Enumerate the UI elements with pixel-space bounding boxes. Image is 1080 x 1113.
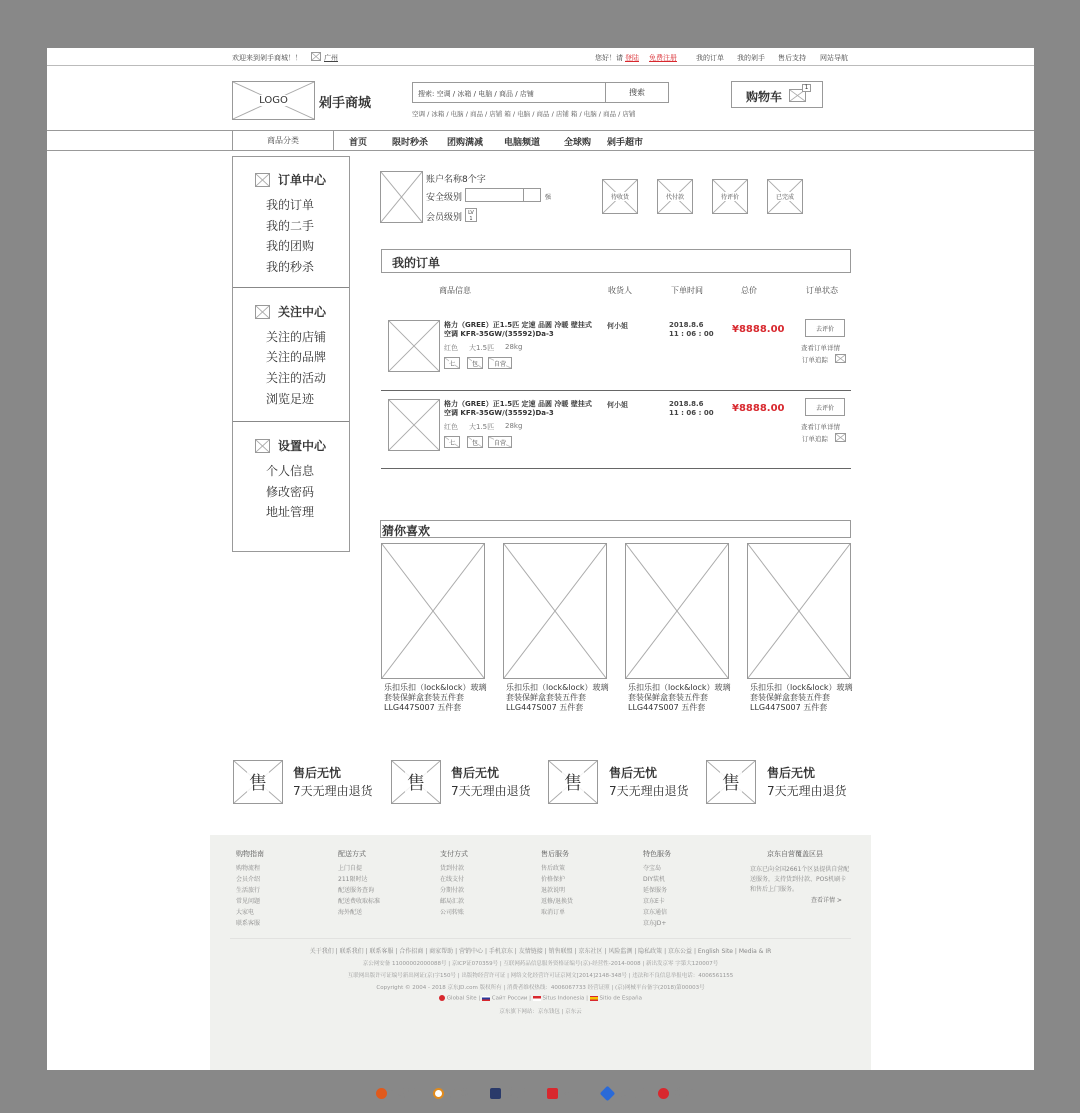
track-icon[interactable] xyxy=(835,433,846,442)
intl-site-link[interactable]: Global Site xyxy=(446,995,477,1002)
spain-flag-icon xyxy=(590,996,598,1001)
follow-center-icon xyxy=(255,305,270,319)
top-link-my-cart[interactable]: 我的剁手 xyxy=(737,54,765,62)
indonesia-flag-icon xyxy=(533,996,541,1001)
footer-badge[interactable]: 网络警察 提醒您 xyxy=(490,1087,550,1101)
recommend-item[interactable] xyxy=(381,543,485,718)
badge-icon xyxy=(376,1088,387,1099)
sidebar-item-history[interactable]: 浏览足迹 xyxy=(266,392,315,406)
order-track-link[interactable]: 订单追踪 xyxy=(802,435,828,443)
footer-link[interactable]: 生活旅行 xyxy=(236,887,261,894)
footer-bottom-link[interactable]: 联系我们 xyxy=(339,948,364,955)
service-subtitle: 7天无理由退货 xyxy=(293,784,373,798)
search-button[interactable]: 搜索 xyxy=(605,82,669,103)
page-canvas xyxy=(47,48,1034,1100)
footer-link[interactable]: DIY装机 xyxy=(643,876,666,883)
member-level-badge: LV 1 xyxy=(465,208,477,222)
service-icon: 售 xyxy=(233,760,283,804)
footer-link[interactable]: 配送服务查询 xyxy=(338,887,375,894)
orders-section-title: 我的订单 xyxy=(381,249,851,273)
footer-link[interactable]: 京东JD+ xyxy=(643,920,667,927)
service-title: 售后无忧 xyxy=(609,766,658,780)
license-line: 互联网出版许可证编号新出网证(京)字150号 | 出版物经营许可证 | 网络文化经营许可证京网文[2014]2148-348号 | 违法和不良信息举报电话：4006561155 xyxy=(347,973,734,979)
sidebar-title-follows: 关注中心 xyxy=(278,305,327,319)
footer-link[interactable]: 公司转账 xyxy=(440,909,465,916)
footer-link[interactable]: 邮局汇款 xyxy=(440,898,465,905)
row-divider xyxy=(381,468,851,469)
product-weight: 28kg xyxy=(505,343,523,351)
coverage-more-link[interactable]: 查看详情 > xyxy=(811,897,842,904)
coverage-title: 京东自营覆盖区县 xyxy=(767,850,823,858)
footer-badge[interactable]: 网络举报 APP下载 xyxy=(658,1087,718,1101)
location-link[interactable]: 广州 xyxy=(324,54,338,62)
badge-icon xyxy=(490,1088,501,1099)
footer-col-title: 配送方式 xyxy=(338,850,366,858)
footer-link[interactable]: 售后政策 xyxy=(541,865,566,872)
sidebar-section-follows xyxy=(233,288,349,421)
nav-item-computers[interactable]: 电脑频道 xyxy=(504,138,541,148)
receiver-name: 何小姐 xyxy=(607,322,628,330)
sidebar-title-settings: 设置中心 xyxy=(278,439,327,453)
order-date: 2018.8.6 xyxy=(669,400,704,408)
footer-link[interactable]: 价格保护 xyxy=(541,876,566,883)
track-icon[interactable] xyxy=(835,354,846,363)
sidebar-title-orders: 订单中心 xyxy=(278,173,327,187)
order-price: ¥8888.00 xyxy=(732,324,785,335)
product-size: 大1.5匹 xyxy=(469,423,495,431)
sidebar xyxy=(232,156,350,552)
tag-self-operated: 自营 xyxy=(488,436,512,448)
tag-seven-day-return: 七 xyxy=(444,357,460,369)
status-label: 待评价 xyxy=(720,194,739,201)
badge-icon xyxy=(658,1088,669,1099)
column-header-total: 总价 xyxy=(741,286,757,295)
top-link-sitemap[interactable]: 网站导航 xyxy=(820,54,848,62)
order-date: 2018.8.6 xyxy=(669,321,704,329)
recommend-image[interactable] xyxy=(503,543,607,679)
recommend-image[interactable] xyxy=(747,543,851,679)
service-title: 售后无忧 xyxy=(293,766,342,780)
nav-category-menu[interactable]: 商品分类 xyxy=(232,131,334,150)
order-time: 11 : 06 : 00 xyxy=(669,330,714,338)
top-bar xyxy=(47,48,1034,66)
globe-icon xyxy=(439,995,445,1001)
footer-link[interactable]: 大家电 xyxy=(236,909,255,916)
service-title: 售后无忧 xyxy=(767,766,816,780)
footer-col-title: 购物指南 xyxy=(236,850,264,858)
sidebar-item-group-buys[interactable]: 我的团购 xyxy=(266,239,315,253)
sidebar-item-password[interactable]: 修改密码 xyxy=(266,485,315,499)
product-image[interactable] xyxy=(388,399,440,451)
service-icon: 售 xyxy=(391,760,441,804)
logo[interactable] xyxy=(232,81,315,120)
sidebar-item-flash-sales[interactable]: 我的秒杀 xyxy=(266,260,315,274)
table-row xyxy=(381,313,851,389)
order-detail-link[interactable]: 查看订单详情 xyxy=(801,423,840,431)
order-price: ¥8888.00 xyxy=(732,403,785,414)
footer-link[interactable]: 货到付款 xyxy=(440,865,465,872)
footer-link[interactable]: 延保服务 xyxy=(643,887,668,894)
guess-section-title: 猜你喜欢 xyxy=(380,520,851,538)
product-size: 大1.5匹 xyxy=(469,344,495,352)
footer-link[interactable]: 夺宝岛 xyxy=(643,865,662,872)
license-line: 京公网安备 11000002000088号 | 京ICP证070359号 | 互联网药品信息服务资格证编号(京)-经营性-2014-0008 | 新出发京零 字第大120007号 xyxy=(362,961,719,967)
footer-col-title: 售后服务 xyxy=(541,850,569,858)
sidebar-item-second-hand[interactable]: 我的二手 xyxy=(266,219,315,233)
tag-seven-day-return: 七 xyxy=(444,436,460,448)
search-input[interactable] xyxy=(412,82,606,103)
status-pending-receipt[interactable] xyxy=(602,179,638,214)
recommend-image[interactable] xyxy=(625,543,729,679)
product-title[interactable]: 格力（GREE）正1.5匹 定速 品圆 冷暖 壁挂式空调 KFR-35GW/(35592)Da-3 xyxy=(444,321,592,338)
footer-link[interactable]: 海外配送 xyxy=(338,909,363,916)
footer-col-title: 特色服务 xyxy=(643,850,671,858)
top-link-my-orders[interactable]: 我的订单 xyxy=(696,54,724,62)
status-label: 代付款 xyxy=(665,194,684,201)
nav-item-supermarket[interactable]: 剁手超市 xyxy=(607,138,644,148)
settings-center-icon xyxy=(255,439,270,453)
order-center-icon xyxy=(255,173,270,187)
service-subtitle: 7天无理由退货 xyxy=(609,784,689,798)
nav-item-global[interactable]: 全球购 xyxy=(564,138,592,148)
footer-bottom-link[interactable]: 京东社区 xyxy=(578,948,603,955)
footer-bottom-link[interactable]: 友情链接 xyxy=(518,948,543,955)
service-title: 售后无忧 xyxy=(451,766,500,780)
table-row xyxy=(381,392,851,468)
copyright-line: Copyright © 2004 - 2018 京东JD.com 版权所有 | 消费者维权热线：4006067733 经营证照 | (京)网械平台备字(2018)第00003号 xyxy=(376,985,705,991)
footer-link[interactable]: 上门自提 xyxy=(338,865,363,872)
security-level-label: 安全级别 xyxy=(426,193,463,203)
sidebar-section-orders xyxy=(233,157,349,287)
sidebar-item-followed-events[interactable]: 关注的活动 xyxy=(266,371,327,385)
recommend-item[interactable] xyxy=(625,543,729,718)
russia-flag-icon xyxy=(482,996,490,1001)
footer-link[interactable]: 配送费收取标准 xyxy=(338,898,381,905)
footer-link[interactable]: 在线支付 xyxy=(440,876,465,883)
cart-count-badge: 1 xyxy=(802,84,811,92)
footer-link[interactable]: 京东E卡 xyxy=(643,898,665,905)
footer-bottom-link[interactable]: 联系客服 xyxy=(369,948,394,955)
footer-badge[interactable]: 可信网站 信用评价 xyxy=(433,1087,493,1101)
product-weight: 28kg xyxy=(505,422,523,430)
footer-link[interactable]: 退款说明 xyxy=(541,887,566,894)
security-level-text: 强 xyxy=(545,194,552,201)
footer-link[interactable]: 分期付款 xyxy=(440,887,465,894)
recommend-title[interactable]: 乐扣乐扣（lock&lock）玻璃套装保鲜盒套装五件套 LLG447S007 五件套 xyxy=(750,683,853,712)
review-button[interactable]: 去评价 xyxy=(805,398,845,416)
column-header-receiver: 收货人 xyxy=(608,286,632,295)
status-pending-payment[interactable] xyxy=(657,179,693,214)
intl-sites: Global Site | Сайт России | Situs Indonesia | Sitio de España xyxy=(210,995,871,1002)
footer-link[interactable]: 联系客服 xyxy=(236,920,261,927)
user-avatar[interactable] xyxy=(380,171,423,223)
sidebar-section-settings xyxy=(233,422,349,552)
receiver-name: 何小姐 xyxy=(607,401,628,409)
greeting-text: 您好！请 xyxy=(595,54,623,62)
footer-bottom-link[interactable]: 关于我们 xyxy=(309,948,334,955)
top-link-support[interactable]: 售后支持 xyxy=(778,54,806,62)
footer-link[interactable]: 常见问题 xyxy=(236,898,261,905)
recommend-item[interactable] xyxy=(747,543,851,718)
badge-icon xyxy=(547,1088,558,1099)
footer-bottom-link[interactable]: 营销中心 xyxy=(459,948,484,955)
search-hot-keywords[interactable]: 空调 / 冰箱 / 电脑 / 商品 / 店铺 箱 / 电脑 / 商品 / 店铺 箱 / 电脑 / 商品 / 店铺 xyxy=(412,110,636,118)
brand-name: 剁手商城 xyxy=(319,96,372,111)
sub-sites[interactable]: 京东旗下网站：京东钱包 | 京东云 xyxy=(499,1009,582,1015)
footer-link[interactable]: 211限时达 xyxy=(338,876,368,883)
footer-badge[interactable]: 诚信网站 xyxy=(547,1087,607,1101)
column-header-status: 订单状态 xyxy=(806,286,838,295)
footer-bottom-link[interactable]: 风险监测 xyxy=(608,948,633,955)
service-icon: 售 xyxy=(548,760,598,804)
tag-free-shipping: 包 xyxy=(467,436,483,448)
status-completed[interactable] xyxy=(767,179,803,214)
product-image[interactable] xyxy=(388,320,440,372)
row-divider xyxy=(381,390,851,391)
order-time: 11 : 06 : 00 xyxy=(669,409,714,417)
column-header-product: 商品信息 xyxy=(439,286,471,295)
review-button[interactable]: 去评价 xyxy=(805,319,845,337)
footer xyxy=(210,835,871,1100)
sidebar-item-followed-brands[interactable]: 关注的品牌 xyxy=(266,350,327,364)
footer-link[interactable]: 京东通信 xyxy=(643,909,668,916)
sidebar-item-addresses[interactable]: 地址管理 xyxy=(266,505,315,519)
logo-text: LOGO xyxy=(256,95,291,106)
register-link[interactable]: 免费注册 xyxy=(649,54,677,62)
footer-divider xyxy=(230,938,851,939)
footer-bottom-link[interactable]: 合作招商 xyxy=(399,948,424,955)
security-level-fill-edge xyxy=(523,189,524,201)
footer-bottom-link[interactable]: Media & IR xyxy=(738,948,772,955)
sidebar-item-my-orders[interactable]: 我的订单 xyxy=(266,198,315,212)
coverage-text: 京东已向全国2661个区县提供自营配送服务，支持货到付款、POS机刷卡和售后上门服务。 xyxy=(750,866,850,893)
footer-col-title: 支付方式 xyxy=(440,850,468,858)
product-title[interactable]: 格力（GREE）正1.5匹 定速 品圆 冷暖 壁挂式空调 KFR-35GW/(35592)Da-3 xyxy=(444,400,592,417)
cart-button[interactable] xyxy=(731,81,823,108)
recommend-title[interactable]: 乐扣乐扣（lock&lock）玻璃套装保鲜盒套装五件套 LLG447S007 五件套 xyxy=(384,683,487,712)
status-label: 待收货 xyxy=(610,194,629,201)
product-color: 红色 xyxy=(444,344,458,352)
product-color: 红色 xyxy=(444,423,458,431)
tag-self-operated: 自营 xyxy=(488,357,512,369)
footer-link[interactable]: 返修/退换货 xyxy=(541,898,574,905)
tag-free-shipping: 包 xyxy=(467,357,483,369)
status-pending-review[interactable] xyxy=(712,179,748,214)
recommend-title[interactable]: 乐扣乐扣（lock&lock）玻璃套装保鲜盒套装五件套 LLG447S007 五件套 xyxy=(506,683,609,712)
sidebar-item-profile[interactable]: 个人信息 xyxy=(266,464,315,478)
footer-link[interactable]: 会员介绍 xyxy=(236,876,261,883)
order-track-link[interactable]: 订单追踪 xyxy=(802,356,828,364)
footer-badge[interactable]: 经营性网站 备案信息 xyxy=(376,1087,436,1101)
order-detail-link[interactable]: 查看订单详情 xyxy=(801,344,840,352)
intl-site-link[interactable]: Сайт России xyxy=(491,995,528,1002)
status-label: 已完成 xyxy=(775,194,794,201)
recommend-image[interactable] xyxy=(381,543,485,679)
welcome-text: 欢迎来到剁手商城！！ xyxy=(232,54,302,62)
footer-badge[interactable]: 中国互联网 举报中心 xyxy=(602,1087,662,1101)
footer-link[interactable]: 购物流程 xyxy=(236,865,261,872)
main-nav xyxy=(47,130,1034,151)
recommend-item[interactable] xyxy=(503,543,607,718)
footer-bottom-links: 关于我们 | 联系我们 | 联系客服 | 合作招商 | 商家帮助 | 营销中心 | 手机京东 | 友情链接 | 销售联盟 | 京东社区 | 风险监测 | 隐私政策 | 京东公益 | English Site | Media & IR xyxy=(309,948,772,955)
recommend-title[interactable]: 乐扣乐扣（lock&lock）玻璃套装保鲜盒套装五件套 LLG447S007 五件套 xyxy=(628,683,731,712)
service-icon: 售 xyxy=(706,760,756,804)
location-icon xyxy=(311,52,321,61)
badge-icon xyxy=(600,1086,616,1102)
security-level-bar xyxy=(465,188,541,202)
badge-icon xyxy=(433,1088,444,1099)
footer-bottom-link[interactable]: 商家帮助 xyxy=(429,948,454,955)
footer-link[interactable]: 取消订单 xyxy=(541,909,566,916)
footer-bottom-link[interactable]: English Site xyxy=(697,948,733,955)
login-link[interactable]: 登陆 xyxy=(625,54,639,62)
sidebar-item-followed-shops[interactable]: 关注的店铺 xyxy=(266,330,327,344)
column-header-order-time: 下单时间 xyxy=(671,286,703,295)
footer-bottom-link[interactable]: 销售联盟 xyxy=(548,948,573,955)
footer-bottom-link[interactable]: 京东公益 xyxy=(668,948,693,955)
nav-item-flash-sale[interactable]: 限时秒杀 xyxy=(392,138,429,148)
footer-bottom-link[interactable]: 手机京东 xyxy=(488,948,513,955)
intl-site-link[interactable]: Sitio de España xyxy=(599,995,642,1002)
nav-item-group-buy[interactable]: 团购满减 xyxy=(447,138,484,148)
member-level-label: 会员级别 xyxy=(426,213,463,223)
nav-item-home[interactable]: 首页 xyxy=(349,138,368,148)
search-input-value: 搜索: 空调 / 冰箱 / 电脑 / 商品 / 店铺 xyxy=(418,90,534,98)
cart-label: 购物车 xyxy=(746,90,783,104)
service-subtitle: 7天无理由退货 xyxy=(451,784,531,798)
footer-bottom-link[interactable]: 隐私政策 xyxy=(638,948,663,955)
service-subtitle: 7天无理由退货 xyxy=(767,784,847,798)
account-name: 账户名称8个字 xyxy=(426,175,486,185)
intl-site-link[interactable]: Situs Indonesia xyxy=(542,995,585,1002)
